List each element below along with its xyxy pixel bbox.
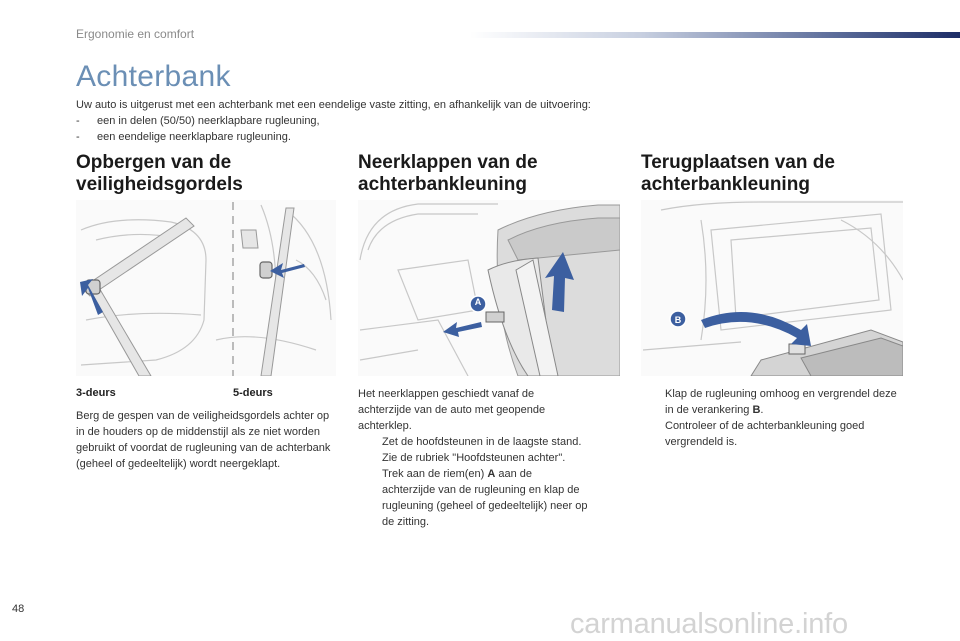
- intro-dash: -: [76, 131, 80, 143]
- page-number: 48: [12, 603, 25, 615]
- heading-belts: Opbergen van de veiligheidsgordels: [76, 152, 243, 195]
- intro-item: [76, 113, 896, 129]
- label-3-door: 3-deurs: [76, 387, 116, 399]
- fold-step: [358, 434, 588, 466]
- bullet-icon: [641, 386, 665, 418]
- fold-intro: Het neerklappen geschiedt vanaf de achterzijde van de auto met geopende achterklep.: [358, 388, 546, 432]
- restore-instructions: [641, 386, 903, 450]
- heading-fold: Neerklappen van de achterbankleuning: [358, 152, 538, 195]
- callout-a: A: [474, 297, 482, 307]
- page-title: Achterbank: [76, 60, 231, 93]
- watermark: carmanualsonline.info: [570, 608, 848, 640]
- fold-seatback-illustration: [358, 200, 620, 376]
- intro-item-text: een in delen (50/50) neerklapbare rugleuning,: [97, 115, 320, 127]
- fold-step: [358, 466, 588, 530]
- belt-storage-illustration: [76, 200, 336, 376]
- belt-storage-text: Berg de gespen van de veiligheidsgordels achter op in de houders op de middenstijl als ze niet worden gebruikt of voordat de rugleuning van de achterbank (geheel of gedeeltelijk) wordt neergeklapt.: [76, 410, 331, 470]
- restore-step-text: Controleer of de achterbankleuning goed vergrendeld is.: [665, 420, 865, 448]
- fold-instructions: [358, 386, 588, 530]
- heading-restore: Terugplaatsen van de achterbankleuning: [641, 152, 835, 195]
- bullet-icon: [358, 434, 382, 466]
- intro-item: [76, 129, 896, 145]
- intro-block: [76, 97, 896, 145]
- restore-step: [641, 386, 903, 418]
- restore-step: [641, 418, 903, 450]
- fold-step-text: Zet de hoofdsteunen in de laagste stand. Zie de rubriek "Hoofdsteunen achter".: [382, 436, 582, 464]
- intro-dash: -: [76, 115, 80, 127]
- bullet-icon: [358, 466, 382, 530]
- header-gradient-bar: [470, 32, 960, 38]
- section-header: Ergonomie en comfort: [76, 27, 195, 41]
- intro-text: Uw auto is uitgerust met een achterbank met een eendelige vaste zitting, en afhankelijk van de uitvoering:: [76, 99, 591, 111]
- callout-b: B: [674, 315, 682, 325]
- fold-step-text: Trek aan de riem(en) A aan de achterzijde van de rugleuning en klap de rugleuning (geheel of gedeeltelijk) neer op de zitting.: [382, 468, 588, 528]
- intro-item-text: een eendelige neerklapbare rugleuning.: [97, 131, 291, 143]
- label-5-door: 5-deurs: [233, 387, 273, 399]
- restore-step-text: Klap de rugleuning omhoog en vergrendel deze in de verankering B.: [665, 388, 897, 416]
- restore-seatback-illustration: [641, 200, 903, 376]
- bullet-icon: [641, 418, 665, 450]
